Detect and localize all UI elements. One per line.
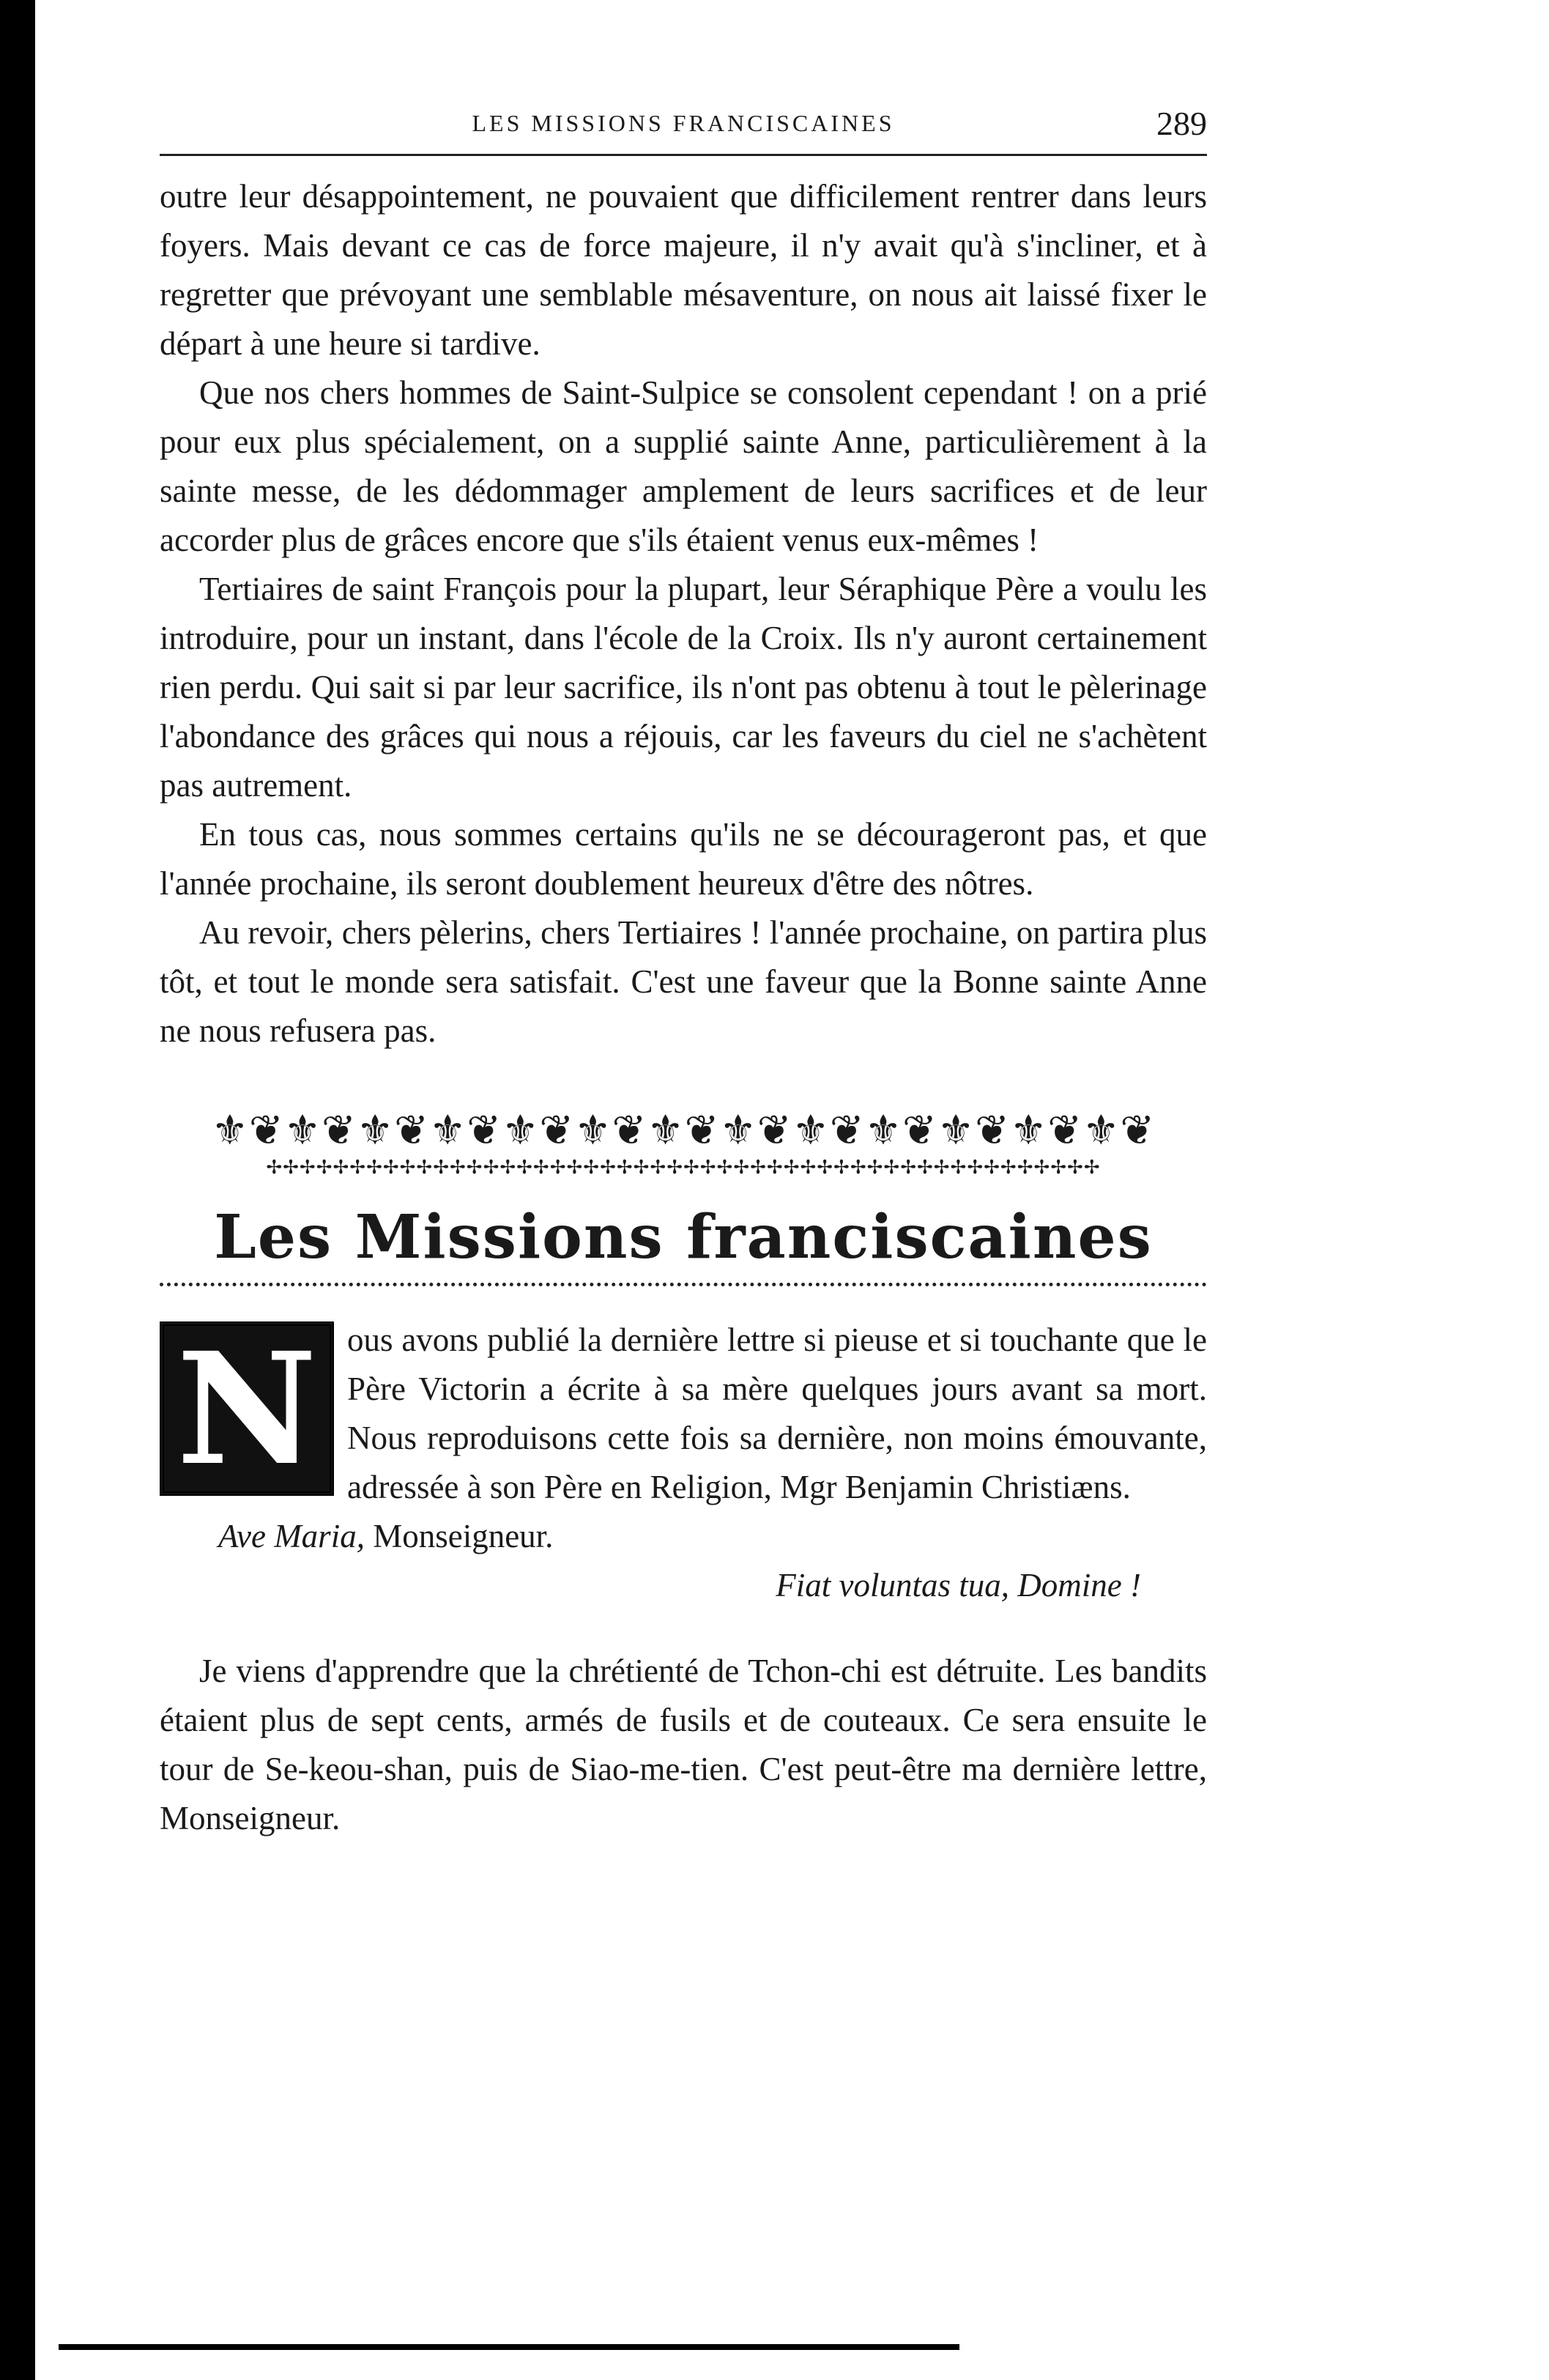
scan-edge-left bbox=[0, 0, 35, 2380]
paragraph: Au revoir, chers pèlerins, chers Tertiaires ! l'année prochaine, on partira plus tôt, et tout le monde sera satisfait. C'est une faveur que la Bonne sainte Anne ne nous refusera pas. bbox=[160, 914, 1207, 1049]
paragraph: Je viens d'apprendre que la chrétienté de Tchon-chi est détruite. Les bandits étaient plus de sept cents, armés de fusils et de couteaux. Ce sera ensuite le tour de Se-keou-shan, puis de Siao-me-tien. C'est peut-être ma dernière lettre, Monseigneur. bbox=[160, 1653, 1207, 1836]
cross-ornament-row: ✢✢✢✢✢✢✢✢✢✢✢✢✢✢✢✢✢✢✢✢✢✢✢✢✢✢✢✢✢✢✢✢✢✢✢✢✢✢✢✢✢✢✢✢✢✢✢✢✢✢ bbox=[266, 1157, 1101, 1179]
salutation bbox=[218, 1512, 1207, 1561]
paragraph: En tous cas, nous sommes certains qu'ils ne se décourageront pas, et que l'année prochaine, ils seront doublement heureux d'être des nôtres. bbox=[160, 816, 1207, 902]
title-rule bbox=[160, 1283, 1207, 1286]
fleur-ornament-row: ⚜❦⚜❦⚜❦⚜❦⚜❦⚜❦⚜❦⚜❦⚜❦⚜❦⚜❦⚜❦⚜❦ bbox=[211, 1107, 1156, 1154]
salutation-rest: Monseigneur. bbox=[364, 1518, 554, 1554]
paragraph: outre leur désappointement, ne pouvaient que difficilement rentrer dans leurs foyers. Mais devant ce cas de force majeure, il n'y avait qu'à s'incliner, et à regretter que prévoyant une semblable mésaventure, on nous ait laissé fixer le départ à une heure si tardive. bbox=[160, 178, 1207, 362]
scan-edge-bottom bbox=[59, 2344, 959, 2350]
intro-text: ous avons publié la dernière lettre si pieuse et si touchante que le Père Victorin a écrite à sa mère quelques jours avant sa mort. Nous reproduisons cette fois sa dernière, non moins émouvante, adressée à son Père en Religion, Mgr Benjamin Christiæns. bbox=[347, 1321, 1207, 1505]
page-header bbox=[160, 105, 1207, 156]
paragraph: Que nos chers hommes de Saint-Sulpice se consolent cependant ! on a prié pour eux plus spécialement, on a supplié sainte Anne, particulièrement à la sainte messe, de les dédommager amplement de leurs sacrifices et de leur accorder plus de grâces encore que s'ils étaient venus eux-mêmes ! bbox=[160, 374, 1207, 558]
running-title: LES MISSIONS FRANCISCAINES bbox=[472, 110, 895, 136]
salutation-italic: Ave Maria, bbox=[218, 1518, 365, 1554]
decorative-ornament bbox=[160, 1105, 1207, 1179]
motto: Fiat voluntas tua, Domine ! bbox=[776, 1567, 1141, 1604]
page bbox=[160, 105, 1207, 1843]
body-text bbox=[160, 172, 1207, 1056]
ornate-dropcap: N bbox=[160, 1321, 334, 1496]
page-number: 289 bbox=[1156, 105, 1207, 142]
letter-text bbox=[160, 1647, 1207, 1843]
intro-paragraph bbox=[160, 1316, 1207, 1512]
paragraph: Tertiaires de saint François pour la plupart, leur Séraphique Père a voulu les introduire, pour un instant, dans l'école de la Croix. Ils n'y auront certainement rien perdu. Qui sait si par leur sacrifice, ils n'ont pas obtenu à tout le pèlerinage l'abondance des grâces qui nous a réjouis, car les faveurs du ciel ne s'achètent pas autrement. bbox=[160, 571, 1207, 804]
section-title: Les Missions franciscaines bbox=[214, 1202, 1153, 1272]
